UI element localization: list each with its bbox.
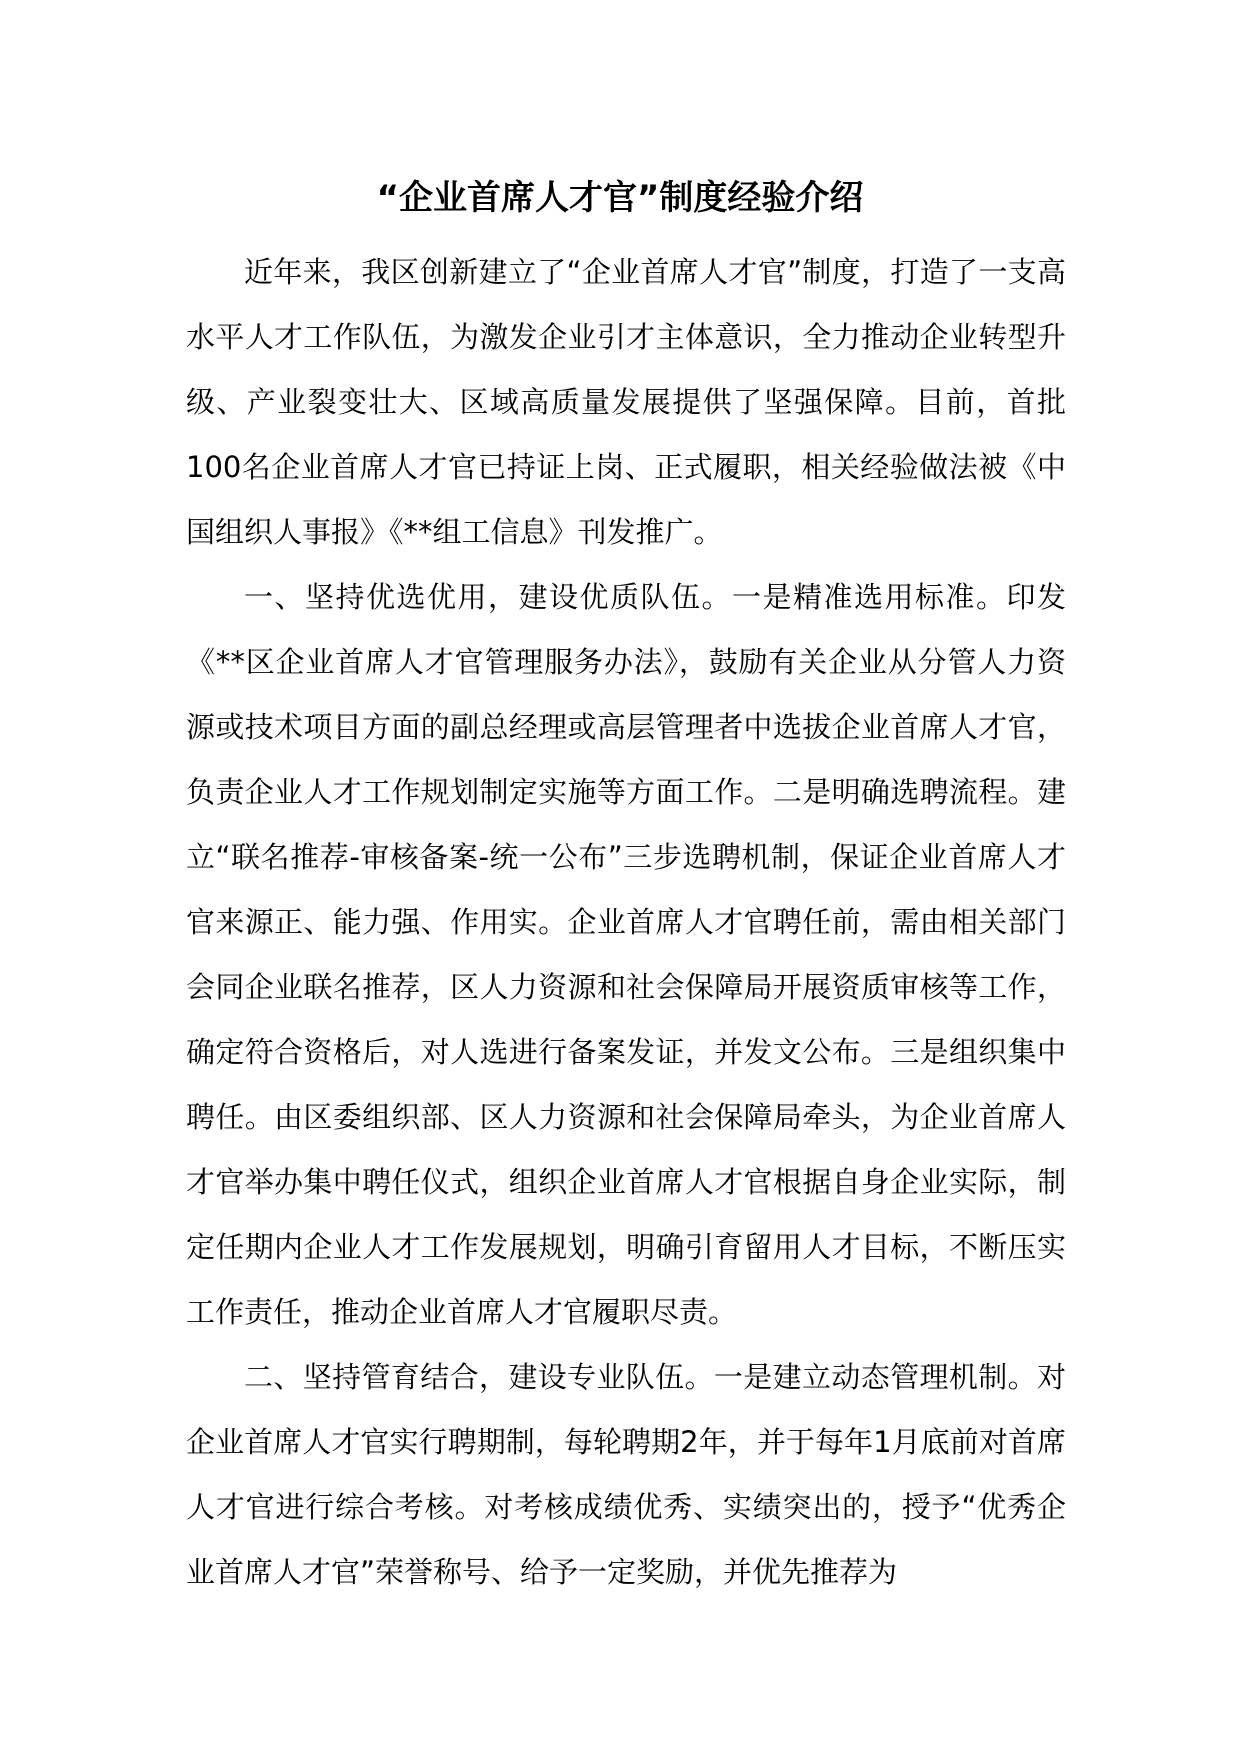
paragraph-section-one: 一、坚持优选优用，建设优质队伍。一是精准选用标准。印发《**区企业首席人才官管理服务办法》，鼓励有关企业从分管人力资源或技术项目方面的副总经理或高层管理者中选拔企业首席人才官，负责企业人才工作规划制定实施等方面工作。二是明确选聘流程。建立“联名推荐-审核备案-统一公布”三步选聘机制，保证企业首席人才官来源正、能力强、作用实。企业首席人才官聘任前，需由相关部门会同企业联名推荐，区人力资源和社会保障局开展资质审核等工作，确定符合资格后，对人选进行备案发证，并发文公布。三是组织集中聘任。由区委组织部、区人力资源和社会保障局牵头，为企业首席人才官举办集中聘任仪式，组织企业首席人才官根据自身企业实际，制定任期内企业人才工作发展规划，明确引育留用人才目标，不断压实工作责任，推动企业首席人才官履职尽责。 <box>186 580 1066 1329</box>
document-body <box>186 240 1066 1605</box>
paragraph-intro: 近年来，我区创新建立了“企业首席人才官”制度，打造了一支高水平人才工作队伍，为激发企业引才主体意识，全力推动企业转型升级、产业裂变壮大、区域高质量发展提供了坚强保障。目前，首批100名企业首席人才官已持证上岗、正式履职，相关经验做法被《中国组织人事报》《**组工信息》刊发推广。 <box>186 255 1066 549</box>
document-title: “企业首席人才官”制度经验介绍 <box>376 178 864 218</box>
paragraph-section-two: 二、坚持管育结合，建设专业队伍。一是建立动态管理机制。对企业首席人才官实行聘期制，每轮聘期2年，并于每年1月底前对首席人才官进行综合考核。对考核成绩优秀、实绩突出的，授予“优秀企业首席人才官”荣誉称号、给予一定奖励，并优先推荐为 <box>186 1360 1066 1589</box>
